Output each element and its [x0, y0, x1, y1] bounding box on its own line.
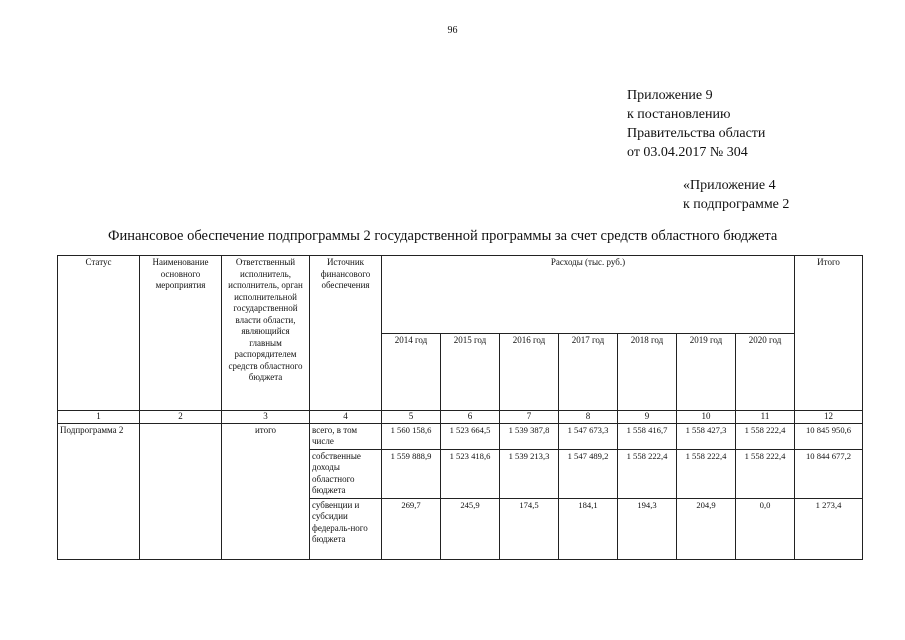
appendix-sub-line: к подпрограмме 2 — [683, 197, 790, 212]
document-title: Финансовое обеспечение подпрограммы 2 государственной программы за счет средств областного бюджета — [108, 228, 778, 244]
header-source: Источник финансового обеспечения — [310, 256, 382, 411]
appendix-line: Правительства области — [627, 126, 766, 141]
value-cell: 1 547 673,3 — [559, 423, 618, 449]
header-year: 2016 год — [500, 333, 559, 411]
column-index-row — [58, 411, 863, 424]
appendix-block — [627, 86, 765, 162]
appendix-sub-line: «Приложение 4 — [683, 178, 776, 193]
header-year: 2015 год — [441, 333, 500, 411]
value-cell: 1 547 489,2 — [559, 449, 618, 498]
value-cell: 1 523 664,5 — [441, 423, 500, 449]
financing-table — [57, 255, 863, 560]
header-year: 2020 год — [736, 333, 795, 411]
source-cell: субвенции и субсидии федераль-ного бюджета — [310, 498, 382, 559]
source-cell: собственные доходы областного бюджета — [310, 449, 382, 498]
status-cell: Подпрограмма 2 — [58, 423, 140, 559]
executor-cell: итого — [222, 423, 310, 559]
value-cell: 1 558 427,3 — [677, 423, 736, 449]
column-index: 8 — [559, 411, 618, 424]
column-index: 3 — [222, 411, 310, 424]
column-index: 11 — [736, 411, 795, 424]
column-index: 7 — [500, 411, 559, 424]
value-cell: 1 558 222,4 — [618, 449, 677, 498]
value-cell: 0,0 — [736, 498, 795, 559]
header-expenses: Расходы (тыс. руб.) — [382, 256, 795, 334]
total-cell: 1 273,4 — [795, 498, 863, 559]
value-cell: 269,7 — [382, 498, 441, 559]
header-year: 2019 год — [677, 333, 736, 411]
value-cell: 1 558 222,4 — [736, 423, 795, 449]
appendix-line: Приложение 9 — [627, 88, 713, 103]
total-cell: 10 845 950,6 — [795, 423, 863, 449]
source-cell: всего, в том числе — [310, 423, 382, 449]
column-index: 12 — [795, 411, 863, 424]
value-cell: 194,3 — [618, 498, 677, 559]
header-total: Итого — [795, 256, 863, 411]
column-index: 1 — [58, 411, 140, 424]
header-name: Наименование основного мероприятия — [140, 256, 222, 411]
column-index: 5 — [382, 411, 441, 424]
column-index: 2 — [140, 411, 222, 424]
value-cell: 245,9 — [441, 498, 500, 559]
header-row — [58, 256, 863, 334]
name-cell — [140, 423, 222, 559]
value-cell: 174,5 — [500, 498, 559, 559]
header-year: 2017 год — [559, 333, 618, 411]
value-cell: 1 558 222,4 — [677, 449, 736, 498]
appendix-sub-block — [683, 176, 789, 214]
header-executor: Ответственный исполнитель, исполнитель, орган исполнительной государственной власти области, являющийся главным распорядителем средств областного бюджета — [222, 256, 310, 411]
value-cell: 1 558 222,4 — [736, 449, 795, 498]
appendix-line: от 03.04.2017 № 304 — [627, 145, 748, 160]
header-year: 2018 год — [618, 333, 677, 411]
value-cell: 1 558 416,7 — [618, 423, 677, 449]
table-row — [58, 423, 863, 449]
header-year: 2014 год — [382, 333, 441, 411]
value-cell: 1 560 158,6 — [382, 423, 441, 449]
column-index: 9 — [618, 411, 677, 424]
appendix-line: к постановлению — [627, 107, 731, 122]
value-cell: 204,9 — [677, 498, 736, 559]
value-cell: 1 539 387,8 — [500, 423, 559, 449]
value-cell: 1 539 213,3 — [500, 449, 559, 498]
column-index: 4 — [310, 411, 382, 424]
header-status: Статус — [58, 256, 140, 411]
value-cell: 1 559 888,9 — [382, 449, 441, 498]
total-cell: 10 844 677,2 — [795, 449, 863, 498]
column-index: 6 — [441, 411, 500, 424]
value-cell: 1 523 418,6 — [441, 449, 500, 498]
value-cell: 184,1 — [559, 498, 618, 559]
page-number: 96 — [447, 25, 458, 36]
column-index: 10 — [677, 411, 736, 424]
